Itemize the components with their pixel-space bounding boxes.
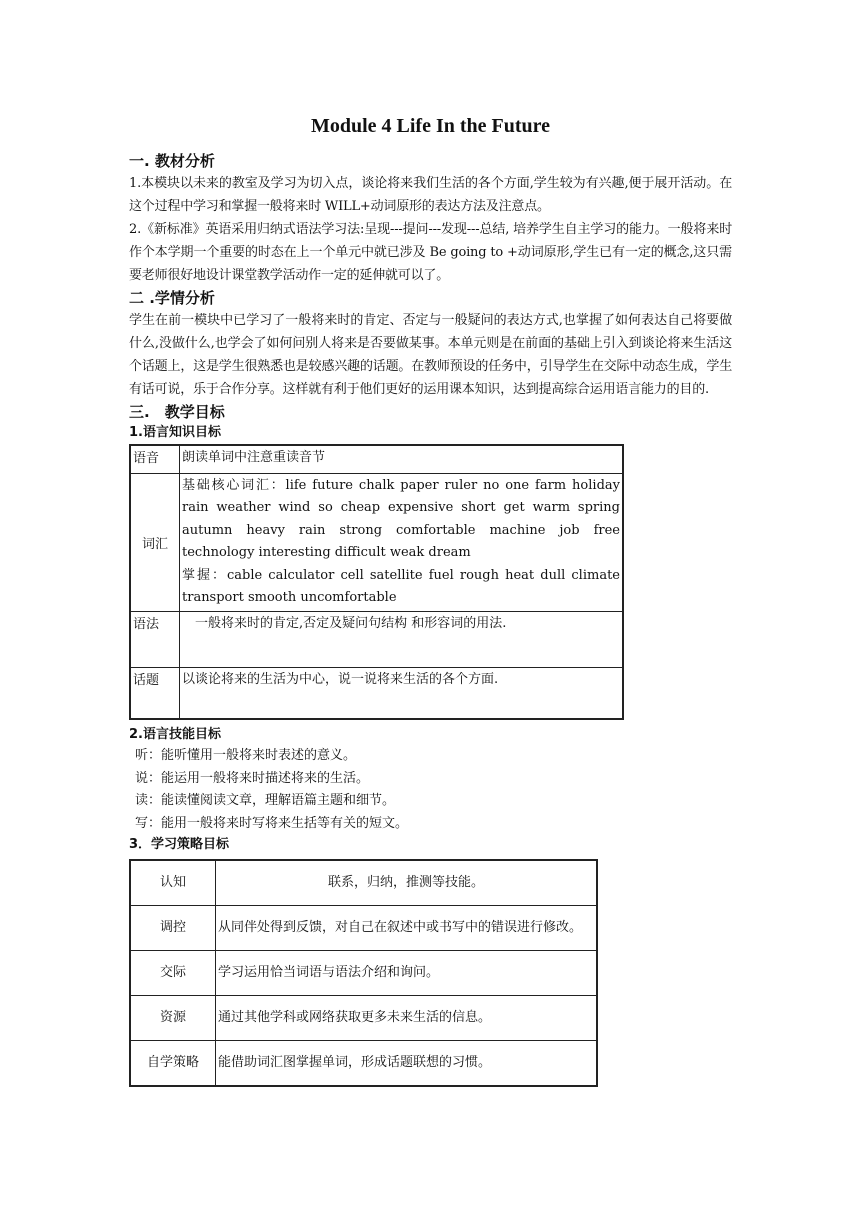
table-row [130,860,597,906]
table-row [130,996,597,1041]
row-value: 朗读单词中注意重读音节 [180,445,624,473]
language-knowledge-heading: 1.语言知识目标 [129,425,221,440]
row-value: 一般将来时的肯定,否定及疑问句结构 和形容词的用法. [180,611,624,667]
row-label: 语法 [130,611,180,667]
table-row [130,667,623,719]
row-label: 自学策略 [130,1041,216,1087]
row-value: 能借助词汇图掌握单词，形成话题联想的习惯。 [216,1041,598,1087]
section1-paragraph-1: 1.本模块以未来的教室及学习为切入点，谈论将来我们生活的各个方面,学生较为有兴趣,便于展开活动。在这个过程中学习和掌握一般将来时 WILL+动词原形的表达方法及注意点。 [129,176,732,214]
row-label: 交际 [130,951,216,996]
row-label: 认知 [130,860,216,906]
learning-strategy-heading: 3．学习策略目标 [129,837,230,852]
mastery-vocabulary: 掌握：cable calculator cell satellite fuel rough heat dull climate transport smooth uncomfortable [182,567,620,605]
document-title: Module 4 Life In the Future [310,115,551,137]
table-row [130,906,597,951]
skill-reading: 读：能读懂阅读文章，理解语篇主题和细节。 [135,793,396,808]
section1-heading: 一. 教材分析 [129,152,215,170]
section1-paragraph-2: 2.《新标准》英语采用归纳式语法学习法:呈现---提问---发现---总结, 培养学生自主学习的能力。一般将来时作个本学期一个重要的时态在上一个单元中就已涉及 Be going to +动词原形,学生已有一定的概念,这只需要老师很好地设计课堂教学活动作一定的延伸就可以了。 [129,222,732,283]
row-value: 从同伴处得到反馈，对自己在叙述中或书写中的错误进行修改。 [216,906,598,951]
row-value: 联系，归纳，推测等技能。 [216,860,598,906]
language-skills-heading: 2.语言技能目标 [129,727,221,742]
row-label: 话题 [130,667,180,719]
table-row [130,445,623,473]
row-label: 调控 [130,906,216,951]
section3-heading: 三. 教学目标 [129,403,225,421]
section2-paragraph: 学生在前一模块中已学习了一般将来时的肯定、否定与一般疑问的表达方式,也掌握了如何表达自己将要做什么,没做什么,也学会了如何问别人将来是否要做某事。本单元则是在前面的基础上引入到谈论将来生活这个话题上，这是学生很熟悉也是较感兴趣的话题。在教师预设的任务中，引导学生在交际中动态生成，学生有话可说，乐于合作分享。这样就有利于他们更好的运用课本知识，达到提高综合运用语言能力的目的. [129,313,732,397]
table-row [130,473,623,611]
language-knowledge-table [129,444,624,720]
skill-listening: 听：能听懂用一般将来时表述的意义。 [135,748,357,763]
row-value [180,473,624,611]
core-vocabulary: 基础核心词汇：life future chalk paper ruler no one farm holiday rain weather wind so cheap expensive short get warm spring autumn heavy rain strong comfortable machine job free technology interesting difficult weak dream [182,477,620,560]
row-value: 以谈论将来的生活为中心，说一说将来生活的各个方面. [180,667,624,719]
table-row [130,611,623,667]
row-value: 通过其他学科或网络获取更多未来生活的信息。 [216,996,598,1041]
row-value: 学习运用恰当词语与语法介绍和询问。 [216,951,598,996]
row-label: 词汇 [130,473,180,611]
skill-writing: 写：能用一般将来时写将来生括等有关的短文。 [135,815,409,831]
learning-strategy-table [129,859,598,1087]
row-label: 资源 [130,996,216,1041]
table-row [130,1041,597,1087]
document-page [129,112,732,1087]
table-row [130,951,597,996]
skill-speaking: 说：能运用一般将来时描述将来的生活。 [135,770,370,786]
row-label: 语音 [130,445,180,473]
section2-heading: 二 .学情分析 [129,289,215,307]
